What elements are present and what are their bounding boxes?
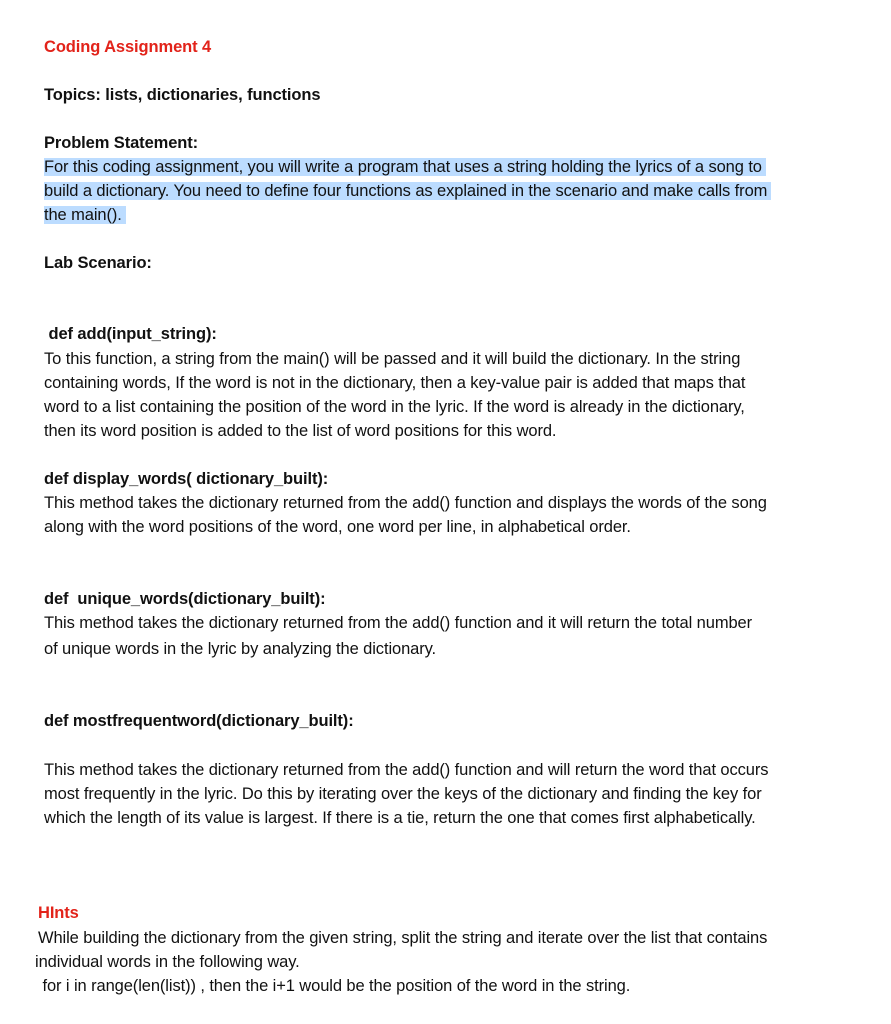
unique-words-description-line: of unique words in the lyric by analyzing the dictionary.: [44, 640, 437, 658]
most-frequent-word-signature: def mostfrequentword(dictionary_built):: [44, 712, 354, 730]
problem-heading: Problem Statement:: [44, 134, 199, 152]
most-frequent-word-description-line: which the length of its value is largest. If there is a tie, return the one that comes first alphabetically.: [44, 809, 756, 827]
problem-text-line: [44, 203, 126, 227]
most-frequent-word-description-line: most frequently in the lyric. Do this by iterating over the keys of the dictionary and finding the key for: [44, 785, 762, 803]
add-description-line: To this function, a string from the main() will be passed and it will build the dictionary. In the string: [44, 350, 741, 368]
hints-line: While building the dictionary from the given string, split the string and iterate over the list that contains: [38, 929, 768, 947]
lab-scenario-heading: Lab Scenario:: [44, 254, 152, 272]
unique-words-signature: def unique_words(dictionary_built):: [44, 590, 326, 608]
unique-words-description-line: This method takes the dictionary returned from the add() function and it will return the total number: [44, 614, 753, 632]
highlighted-text: build a dictionary. You need to define four functions as explained in the scenario and make calls from: [44, 182, 771, 200]
display-words-description-line: This method takes the dictionary returned from the add() function and displays the words of the song: [44, 494, 767, 512]
topics-line: Topics: lists, dictionaries, functions: [44, 86, 321, 104]
hints-heading: HInts: [38, 904, 79, 922]
add-description-line: then its word position is added to the list of word positions for this word.: [44, 422, 557, 440]
problem-text-line: [44, 155, 766, 179]
display-words-description-line: along with the word positions of the word, one word per line, in alphabetical order.: [44, 518, 631, 536]
add-description-line: word to a list containing the position of the word in the lyric. If the word is already in the dictionary,: [44, 398, 745, 416]
display-words-signature: def display_words( dictionary_built):: [44, 470, 329, 488]
add-function-signature: def add(input_string):: [44, 325, 217, 343]
highlighted-text: For this coding assignment, you will write a program that uses a string holding the lyrics of a song to: [44, 158, 766, 176]
hints-line: individual words in the following way.: [35, 953, 300, 971]
add-description-line: containing words, If the word is not in the dictionary, then a key-value pair is added that maps that: [44, 374, 746, 392]
hints-line: for i in range(len(list)) , then the i+1 would be the position of the word in the string.: [38, 977, 631, 995]
most-frequent-word-description-line: This method takes the dictionary returned from the add() function and will return the word that occurs: [44, 761, 769, 779]
highlighted-text: the main().: [44, 206, 126, 224]
problem-text-line: [44, 179, 771, 203]
document-title: Coding Assignment 4: [44, 38, 212, 56]
